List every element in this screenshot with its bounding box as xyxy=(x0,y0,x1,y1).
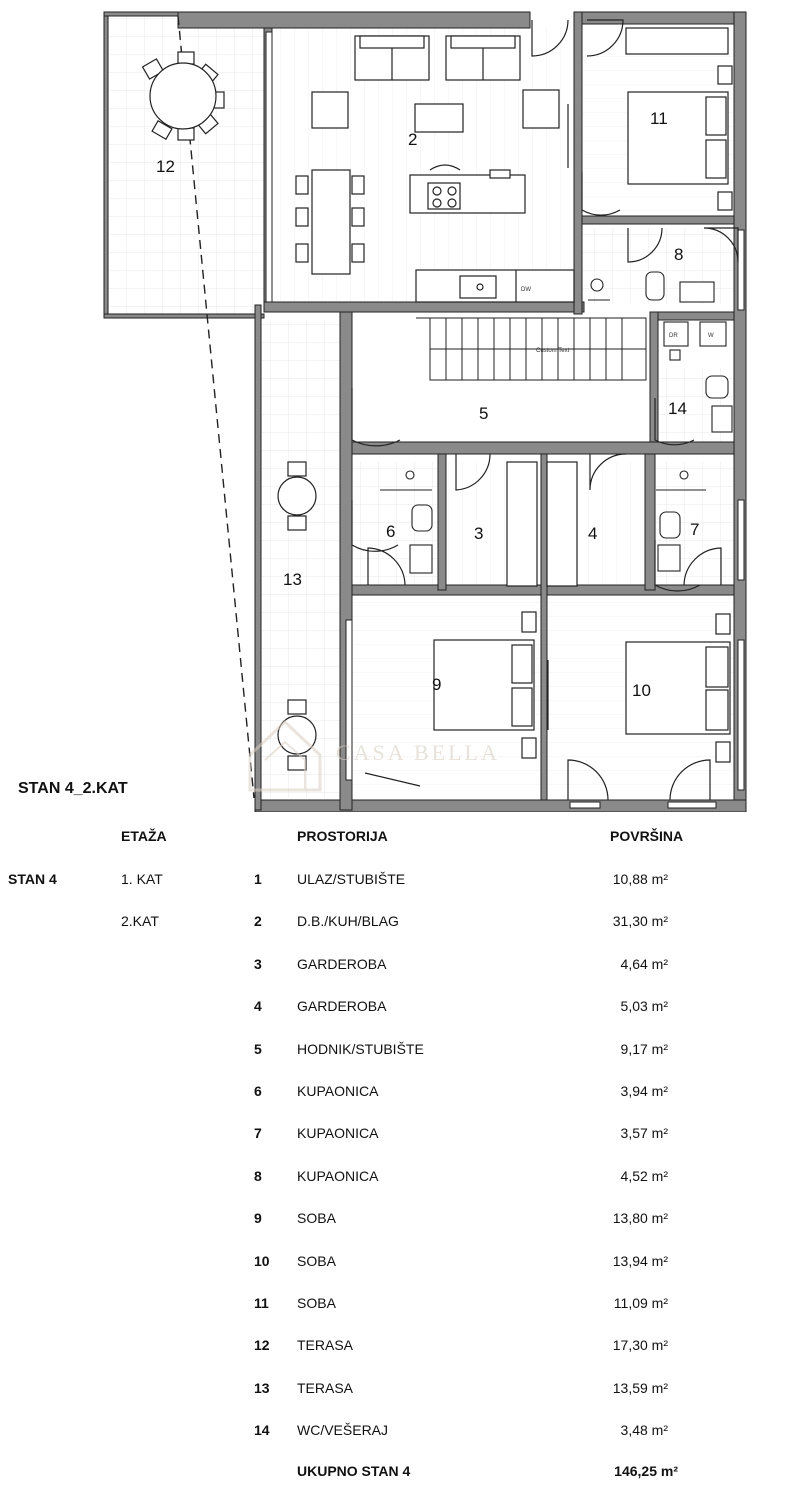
room-label-2: 2 xyxy=(408,130,418,149)
plan-title: STAN 4_2.KAT xyxy=(18,780,128,797)
room-label-7: 7 xyxy=(690,520,700,539)
row-area: 3,94 m² xyxy=(620,1083,668,1099)
room-label-10: 10 xyxy=(632,681,651,700)
washer-label: W xyxy=(708,333,714,339)
row-area: 13,94 m² xyxy=(612,1253,668,1269)
row-number: 7 xyxy=(254,1125,262,1141)
row-room-name: SOBA xyxy=(297,1253,336,1269)
row-area: 3,57 m² xyxy=(620,1125,668,1141)
row-number: 4 xyxy=(254,998,262,1014)
row-number: 9 xyxy=(254,1210,262,1226)
row-number: 5 xyxy=(254,1041,262,1057)
row-area: 4,64 m² xyxy=(620,956,668,972)
staircase xyxy=(416,318,646,380)
header-room: PROSTORIJA xyxy=(297,828,388,844)
room-label-3: 3 xyxy=(474,524,484,543)
dishwasher-label: DW xyxy=(521,287,531,293)
row-number: 1 xyxy=(254,871,262,887)
row-number: 11 xyxy=(254,1295,269,1311)
row-room-name: KUPAONICA xyxy=(297,1168,379,1184)
row-room-name: SOBA xyxy=(297,1210,336,1226)
header-level: ETAŽA xyxy=(121,828,167,844)
room-label-9: 9 xyxy=(432,675,442,694)
room-label-5: 5 xyxy=(479,404,489,423)
room-label-8: 8 xyxy=(674,245,684,264)
row-number: 14 xyxy=(254,1422,270,1438)
room-label-13: 13 xyxy=(283,570,302,589)
row-number: 2 xyxy=(254,913,262,929)
row-room-name: GARDEROBA xyxy=(297,998,387,1014)
row-room-name: TERASA xyxy=(297,1380,354,1396)
row-area: 5,03 m² xyxy=(620,998,668,1014)
watermark-text: CASA BELLA xyxy=(336,740,500,765)
stair-text: Custom Text xyxy=(536,348,570,354)
row-number: 6 xyxy=(254,1083,262,1099)
row-room-name: SOBA xyxy=(297,1295,336,1311)
row-room-name: TERASA xyxy=(297,1337,354,1353)
total-area: 146,25 m² xyxy=(614,1463,678,1479)
row-room-name: KUPAONICA xyxy=(297,1125,379,1141)
row-room-name: HODNIK/STUBIŠTE xyxy=(297,1041,424,1057)
room-label-11: 11 xyxy=(650,109,668,128)
row-number: 10 xyxy=(254,1253,270,1269)
row-area: 9,17 m² xyxy=(620,1041,668,1057)
row-room-name: GARDEROBA xyxy=(297,956,387,972)
row-area: 10,88 m² xyxy=(612,871,668,887)
room-label-14: 14 xyxy=(668,399,687,418)
row-area: 4,52 m² xyxy=(620,1168,668,1184)
dryer-label: DR xyxy=(669,333,678,339)
total-label: UKUPNO STAN 4 xyxy=(297,1463,411,1479)
room-label-4: 4 xyxy=(588,524,598,543)
room-label-12: 12 xyxy=(156,157,175,176)
row-room-name: KUPAONICA xyxy=(297,1083,379,1099)
row-number: 8 xyxy=(254,1168,262,1184)
row-area: 17,30 m² xyxy=(612,1337,668,1353)
row-room-name: ULAZ/STUBIŠTE xyxy=(297,871,406,887)
row-room-name: WC/VEŠERAJ xyxy=(297,1422,389,1438)
header-area: POVRŠINA xyxy=(610,828,684,844)
row-room-name: D.B./KUH/BLAG xyxy=(297,913,399,929)
row-number: 13 xyxy=(254,1380,270,1396)
level-1: 1. KAT xyxy=(121,871,163,887)
room-label-6: 6 xyxy=(386,522,396,541)
row-area: 11,09 m² xyxy=(613,1295,668,1311)
row-number: 12 xyxy=(254,1337,270,1353)
level-2: 2.KAT xyxy=(121,913,159,929)
row-area: 3,48 m² xyxy=(620,1422,668,1438)
unit-label: STAN 4 xyxy=(8,871,57,887)
row-number: 3 xyxy=(254,956,262,972)
row-area: 13,59 m² xyxy=(612,1380,668,1396)
row-area: 13,80 m² xyxy=(612,1210,668,1226)
row-area: 31,30 m² xyxy=(612,913,668,929)
